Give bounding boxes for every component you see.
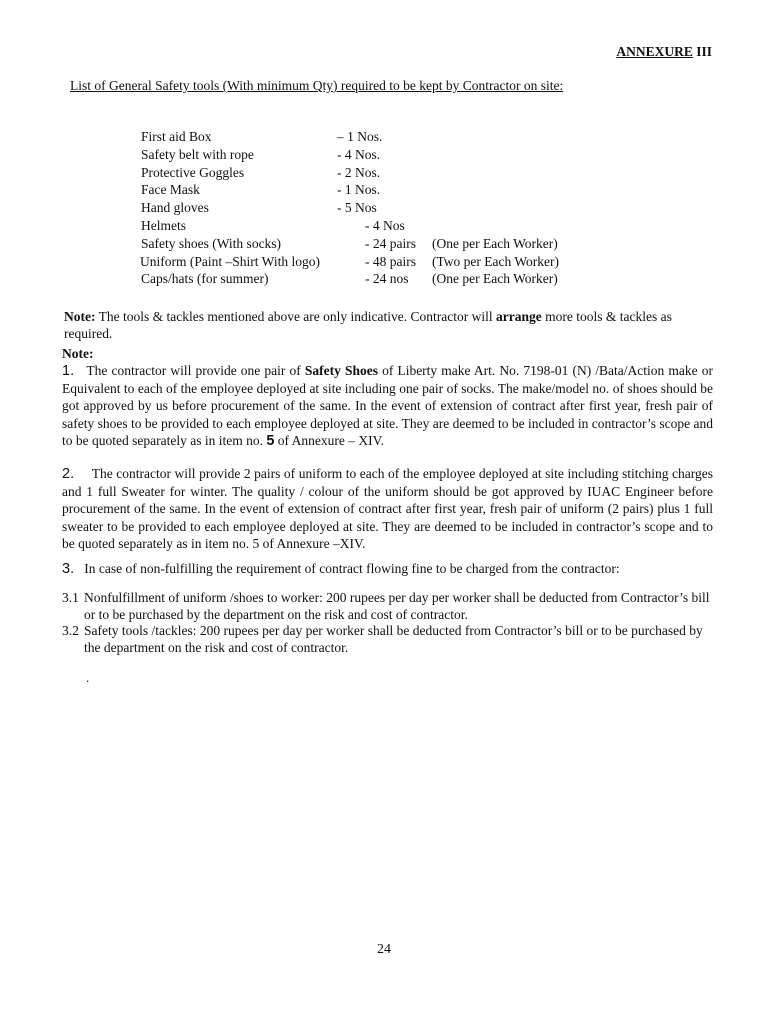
- note-paragraph: Note: The tools & tackles mentioned above are only indicative. Contractor will arrange more tools & tackles as required.: [64, 309, 672, 342]
- sub-item-3-2: 3.2 Safety tools /tackles: 200 rupees per day per worker shall be deducted from Contractor’s bill or to be purchased by the department on the risk and cost of contractor.: [62, 623, 703, 655]
- tool-qty: - 5 Nos: [337, 200, 377, 216]
- stray-mark: .: [86, 670, 90, 685]
- section-heading: List of General Safety tools (With minimum Qty) required to be kept by Contractor on site:: [70, 78, 564, 93]
- page-number: 24: [377, 942, 391, 957]
- tool-qty: - 24 nos: [365, 271, 409, 287]
- tool-name: Protective Goggles: [141, 164, 245, 180]
- note-item-3: 3. In case of non-fulfilling the requirement of contract flowing fine to be charged from the contractor:: [62, 561, 620, 577]
- tool-remark: (One per Each Worker): [432, 271, 558, 287]
- tool-qty: – 1 Nos.: [337, 129, 383, 144]
- tool-name: Uniform (Paint –Shirt With logo): [140, 253, 320, 269]
- annexure-title: ANNEXURE III: [616, 44, 712, 59]
- tool-remark: (One per Each Worker): [432, 235, 558, 251]
- tool-qty: - 1 Nos.: [337, 182, 381, 198]
- sub-item-3-1: 3.1 Nonfulfillment of uniform /shoes to worker: 200 rupees per day per worker shall be deducted from Contractor’s bill or to be purchased by the department on the risk and cost of contractor.: [62, 590, 710, 622]
- note-item-1: 1. The contractor will provide one pair of Safety Shoes of Liberty make Art. No. 7198-01 (N) /Bata/Action make or Equivalent to each of the employee deployed at site including one pair of socks. The make/model no. of shoes should be got approved by us before procurement of the same. In the event of extension of contract after first year, fresh pair of safety shoes to be provided to each employee deployed at site. They are deemed to be included in contractor’s scope and to be quoted separately as in item no. 5 of Annexure – XIV.: [62, 363, 713, 449]
- note-label: Note:: [62, 346, 94, 361]
- tool-remark: (Two per Each Worker): [432, 253, 560, 269]
- tool-qty: - 2 Nos.: [337, 164, 381, 180]
- tool-name: Hand gloves: [141, 200, 209, 216]
- tool-name: First aid Box: [141, 129, 212, 144]
- tool-qty: - 4 Nos: [365, 217, 405, 233]
- tool-qty: - 24 pairs: [365, 235, 416, 251]
- note-item-2: 2. The contractor will provide 2 pairs of uniform to each of the employee deployed at site including stitching charges and 1 full Sweater for winter. The quality / colour of the uniform should be got approved by IUAC Engineer before procurement of the same. In the event of extension of contract after first year, fresh pair of uniform (2 pairs) plus 1 full sweater to be provided to each employee deployed at site. They are deemed to be included in contractor’s scope and to be quoted separately as in item no. 5 of Annexure –XIV.: [62, 466, 713, 551]
- tool-name: Caps/hats (for summer): [141, 271, 269, 287]
- tool-qty: - 48 pairs: [365, 253, 416, 269]
- tool-qty: - 4 Nos.: [337, 146, 381, 162]
- tool-name: Face Mask: [141, 182, 200, 198]
- tool-name: Safety shoes (With socks): [141, 235, 282, 251]
- tool-name: Safety belt with rope: [141, 146, 254, 162]
- tool-name: Helmets: [141, 217, 186, 233]
